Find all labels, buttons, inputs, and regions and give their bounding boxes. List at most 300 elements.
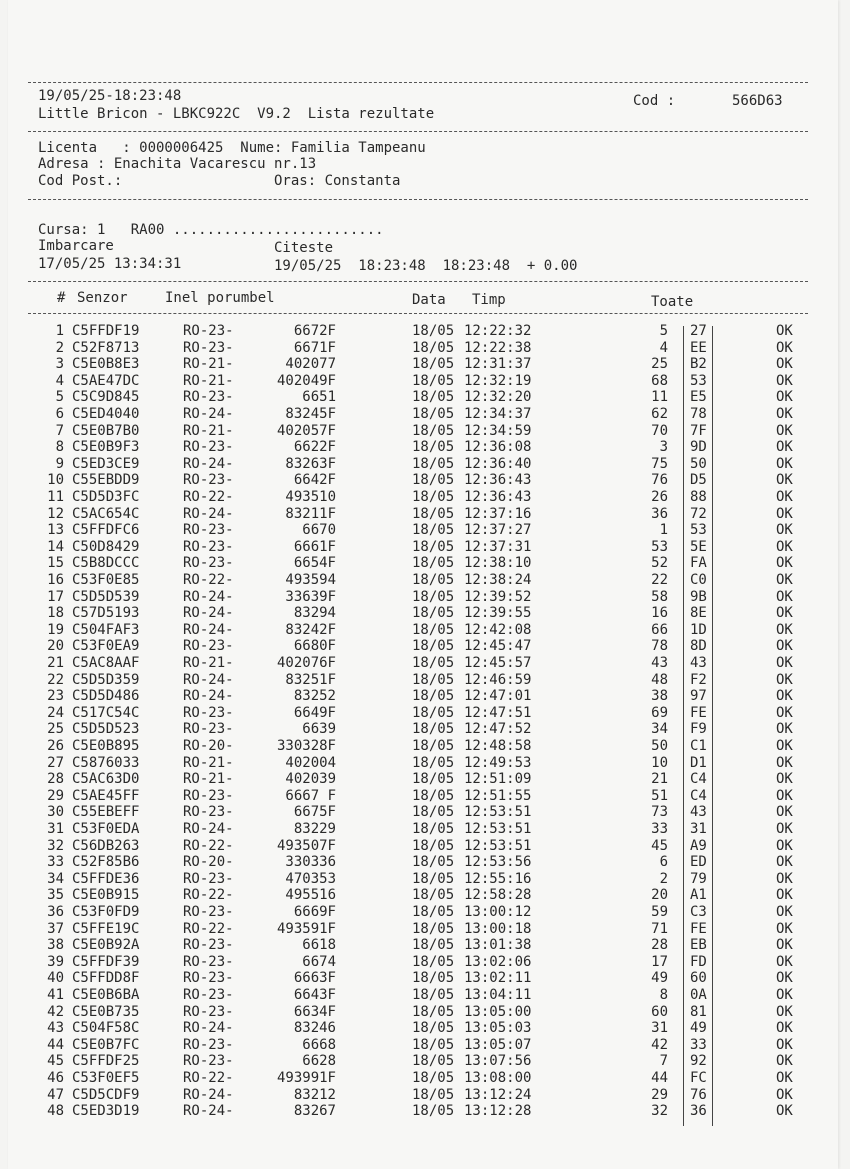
code: 49 [690, 1020, 707, 1037]
arrival-time: 13:12:28 [464, 1103, 532, 1120]
arrival-time: 12:42:08 [464, 621, 532, 638]
arrival-time: 12:53:56 [464, 854, 532, 871]
arrival-date: 18/05 [412, 323, 455, 339]
cod-value: 566D63 [732, 93, 783, 109]
row-number: 24 [47, 704, 64, 721]
code: F9 [690, 721, 707, 738]
sensor-id: C5ED3D19 [72, 1103, 140, 1120]
sensor-id: C5AC63D0 [72, 771, 140, 788]
table-row [0, 323, 850, 340]
ring-prefix: RO-24- [183, 605, 234, 622]
ring-prefix: RO-24- [183, 1020, 234, 1037]
row-number: 44 [47, 1036, 64, 1053]
code: A9 [690, 837, 707, 854]
row-number: 40 [47, 970, 64, 987]
ring-prefix: RO-21- [183, 422, 234, 439]
arrival-date: 18/05 [412, 588, 455, 605]
ring-number: 6670 [302, 522, 336, 539]
status: OK [776, 738, 793, 754]
position: 2 [659, 870, 668, 887]
position: 28 [651, 937, 668, 954]
arrival-time: 12:36:43 [464, 489, 532, 505]
code: FA [690, 555, 707, 572]
arrival-date: 18/05 [412, 472, 455, 489]
arrival-date: 18/05 [412, 1036, 455, 1053]
ring-number: 83246 [293, 1020, 336, 1037]
position: 6 [659, 854, 668, 871]
table-row [0, 356, 850, 373]
arrival-time: 12:53:51 [464, 821, 532, 837]
sensor-id: C5FFDF39 [72, 953, 140, 970]
ring-number: 6680F [293, 638, 336, 655]
ring-number: 330336 [285, 854, 336, 871]
row-number: 27 [47, 754, 64, 771]
position: 20 [651, 887, 668, 904]
row-number: 7 [55, 422, 64, 439]
row-number: 17 [47, 588, 64, 605]
arrival-date: 18/05 [412, 339, 455, 356]
sensor-id: C56DB263 [72, 837, 140, 854]
ring-prefix: RO-24- [183, 588, 234, 605]
status: OK [776, 505, 793, 522]
ring-number: 402004 [285, 754, 336, 771]
status: OK [776, 821, 793, 837]
divider [28, 281, 808, 282]
ring-prefix: RO-20- [183, 854, 234, 871]
ring-prefix: RO-23- [183, 870, 234, 887]
code: B2 [690, 356, 707, 373]
table-row [0, 804, 850, 821]
position: 31 [651, 1020, 668, 1037]
ring-number: 6651 [302, 389, 336, 406]
arrival-time: 13:02:06 [464, 953, 532, 970]
row-number: 46 [47, 1070, 64, 1086]
code: ED [690, 854, 707, 871]
code: 43 [690, 804, 707, 821]
arrival-time: 13:05:07 [464, 1036, 532, 1053]
arrival-time: 12:38:10 [464, 555, 532, 572]
arrival-date: 18/05 [412, 406, 455, 422]
table-row [0, 1087, 850, 1104]
ring-number: 6671F [293, 339, 336, 356]
arrival-date: 18/05 [412, 1070, 455, 1086]
status: OK [776, 455, 793, 472]
row-number: 1 [55, 323, 64, 339]
position: 1 [659, 522, 668, 539]
arrival-date: 18/05 [412, 655, 455, 671]
status: OK [776, 1103, 793, 1120]
table-row [0, 1053, 850, 1070]
ring-number: 493507F [276, 837, 336, 854]
sensor-id: C5D5D539 [72, 588, 140, 605]
position: 71 [651, 920, 668, 937]
divider [28, 199, 808, 200]
ring-number: 6672F [293, 323, 336, 339]
status: OK [776, 538, 793, 555]
arrival-date: 18/05 [412, 887, 455, 904]
status: OK [776, 339, 793, 356]
sensor-id: C55EBDD9 [72, 472, 140, 489]
arrival-time: 12:48:58 [464, 738, 532, 754]
position: 73 [651, 804, 668, 821]
code: C1 [690, 738, 707, 754]
arrival-time: 12:51:09 [464, 771, 532, 788]
status: OK [776, 1003, 793, 1020]
adresa-line: Adresa : Enachita Vacarescu nr.13 [38, 156, 317, 172]
sensor-id: C5D5CDF9 [72, 1086, 140, 1103]
status: OK [776, 787, 793, 804]
ring-prefix: RO-23- [183, 904, 234, 920]
ring-prefix: RO-23- [183, 970, 234, 987]
status: OK [776, 439, 793, 456]
code: 78 [690, 406, 707, 422]
arrival-time: 13:05:00 [464, 1003, 532, 1020]
status: OK [776, 904, 793, 920]
arrival-time: 12:53:51 [464, 804, 532, 821]
sensor-id: C53F0EF5 [72, 1070, 140, 1086]
position: 51 [651, 787, 668, 804]
cod-label: Cod : [633, 93, 676, 109]
status: OK [776, 1086, 793, 1103]
ring-prefix: RO-22- [183, 887, 234, 904]
ring-number: 83251F [285, 671, 336, 688]
status: OK [776, 323, 793, 339]
table-row [0, 1004, 850, 1021]
ring-prefix: RO-24- [183, 505, 234, 522]
ring-prefix: RO-21- [183, 356, 234, 373]
arrival-time: 12:58:28 [464, 887, 532, 904]
row-number: 20 [47, 638, 64, 655]
arrival-date: 18/05 [412, 422, 455, 439]
col-header-timp: Timp [472, 292, 506, 308]
arrival-date: 18/05 [412, 704, 455, 721]
position: 76 [651, 472, 668, 489]
row-number: 3 [55, 356, 64, 373]
position: 43 [651, 655, 668, 671]
status: OK [776, 987, 793, 1003]
position: 75 [651, 455, 668, 472]
table-row [0, 456, 850, 473]
arrival-date: 18/05 [412, 356, 455, 373]
sensor-id: C5B8DCCC [72, 555, 140, 572]
ring-number: 495516 [285, 887, 336, 904]
code: C0 [690, 572, 707, 588]
ring-number: 402076F [276, 655, 336, 671]
table-row [0, 539, 850, 556]
code: 53 [690, 372, 707, 389]
row-number: 32 [47, 837, 64, 854]
ring-prefix: RO-23- [183, 439, 234, 456]
arrival-time: 12:22:38 [464, 339, 532, 356]
ring-number: 83267 [293, 1103, 336, 1120]
ring-number: 83245F [285, 406, 336, 422]
code: 33 [690, 1036, 707, 1053]
status: OK [776, 638, 793, 655]
row-number: 6 [55, 406, 64, 422]
row-number: 19 [47, 621, 64, 638]
row-number: 25 [47, 721, 64, 738]
table-row [0, 738, 850, 755]
table-row [0, 439, 850, 456]
sensor-id: C53F0E85 [72, 572, 140, 588]
row-number: 18 [47, 605, 64, 622]
row-number: 48 [47, 1103, 64, 1120]
ring-number: 493591F [276, 920, 336, 937]
ring-prefix: RO-23- [183, 638, 234, 655]
sensor-id: C55EBEFF [72, 804, 140, 821]
sensor-id: C517C54C [72, 704, 140, 721]
position: 68 [651, 372, 668, 389]
code: C3 [690, 904, 707, 920]
arrival-date: 18/05 [412, 688, 455, 705]
row-number: 8 [55, 439, 64, 456]
arrival-date: 18/05 [412, 1103, 455, 1120]
arrival-time: 13:04:11 [464, 987, 532, 1003]
position: 62 [651, 406, 668, 422]
status: OK [776, 572, 793, 588]
row-number: 45 [47, 1053, 64, 1070]
sensor-id: C5ED4040 [72, 406, 140, 422]
table-row [0, 572, 850, 589]
arrival-date: 18/05 [412, 870, 455, 887]
status: OK [776, 1036, 793, 1053]
code: 88 [690, 489, 707, 505]
arrival-date: 18/05 [412, 455, 455, 472]
arrival-time: 12:37:16 [464, 505, 532, 522]
code: 27 [690, 323, 707, 339]
position: 29 [651, 1086, 668, 1103]
arrival-time: 12:22:32 [464, 323, 532, 339]
sensor-id: C5AE47DC [72, 372, 140, 389]
arrival-date: 18/05 [412, 439, 455, 456]
arrival-time: 12:49:53 [464, 754, 532, 771]
ring-number: 6628 [302, 1053, 336, 1070]
ring-prefix: RO-22- [183, 837, 234, 854]
ring-prefix: RO-23- [183, 704, 234, 721]
code: FE [690, 704, 707, 721]
code: 76 [690, 1086, 707, 1103]
ring-number: 6649F [293, 704, 336, 721]
ring-prefix: RO-23- [183, 721, 234, 738]
code: A1 [690, 887, 707, 904]
arrival-date: 18/05 [412, 522, 455, 539]
position: 7 [659, 1053, 668, 1070]
ring-prefix: RO-23- [183, 1003, 234, 1020]
ring-number: 83211F [285, 505, 336, 522]
position: 26 [651, 489, 668, 505]
arrival-time: 12:32:20 [464, 389, 532, 406]
ring-number: 83252 [293, 688, 336, 705]
code: 31 [690, 821, 707, 837]
table-row [0, 755, 850, 772]
ring-number: 6642F [293, 472, 336, 489]
arrival-time: 12:53:51 [464, 837, 532, 854]
status: OK [776, 1070, 793, 1086]
arrival-date: 18/05 [412, 621, 455, 638]
table-row [0, 589, 850, 606]
position: 58 [651, 588, 668, 605]
ring-prefix: RO-24- [183, 1103, 234, 1120]
row-number: 2 [55, 339, 64, 356]
sensor-id: C5ED3CE9 [72, 455, 140, 472]
status: OK [776, 671, 793, 688]
status: OK [776, 1053, 793, 1070]
ring-prefix: RO-23- [183, 804, 234, 821]
sensor-id: C5D5D3FC [72, 489, 140, 505]
code: 0A [690, 987, 707, 1003]
ring-prefix: RO-24- [183, 1086, 234, 1103]
ring-number: 493991F [276, 1070, 336, 1086]
row-number: 4 [55, 372, 64, 389]
arrival-date: 18/05 [412, 953, 455, 970]
ring-number: 6669F [293, 904, 336, 920]
ring-number: 33639F [285, 588, 336, 605]
sensor-id: C50D8429 [72, 538, 140, 555]
ring-number: 83242F [285, 621, 336, 638]
table-row [0, 389, 850, 406]
status: OK [776, 887, 793, 904]
arrival-time: 13:01:38 [464, 937, 532, 954]
ring-number: 83294 [293, 605, 336, 622]
sensor-id: C5E0B915 [72, 887, 140, 904]
ring-prefix: RO-21- [183, 754, 234, 771]
arrival-time: 12:47:51 [464, 704, 532, 721]
sensor-id: C5E0B7B0 [72, 422, 140, 439]
code: 9D [690, 439, 707, 456]
row-number: 28 [47, 771, 64, 788]
row-number: 38 [47, 937, 64, 954]
status: OK [776, 588, 793, 605]
table-row [0, 721, 850, 738]
ring-number: 6661F [293, 538, 336, 555]
arrival-time: 12:55:16 [464, 870, 532, 887]
status: OK [776, 489, 793, 505]
ring-number: 6667 F [285, 787, 336, 804]
ring-number: 493594 [285, 572, 336, 588]
position: 60 [651, 1003, 668, 1020]
arrival-time: 12:46:59 [464, 671, 532, 688]
row-number: 5 [55, 389, 64, 406]
position: 36 [651, 505, 668, 522]
arrival-date: 18/05 [412, 1053, 455, 1070]
status: OK [776, 837, 793, 854]
table-row [0, 1037, 850, 1054]
col-header-toate: Toate [651, 294, 694, 310]
position: 70 [651, 422, 668, 439]
arrival-time: 12:31:37 [464, 356, 532, 373]
table-row [0, 937, 850, 954]
sensor-id: C5D5D523 [72, 721, 140, 738]
row-number: 10 [47, 472, 64, 489]
sensor-id: C52F85B6 [72, 854, 140, 871]
position: 8 [659, 987, 668, 1003]
arrival-time: 13:05:03 [464, 1020, 532, 1037]
ring-number: 6675F [293, 804, 336, 821]
arrival-date: 18/05 [412, 638, 455, 655]
row-number: 43 [47, 1020, 64, 1037]
ring-prefix: RO-24- [183, 455, 234, 472]
position: 17 [651, 953, 668, 970]
status: OK [776, 771, 793, 788]
ring-number: 6674 [302, 953, 336, 970]
code: 7F [690, 422, 707, 439]
arrival-time: 12:45:47 [464, 638, 532, 655]
arrival-time: 13:07:56 [464, 1053, 532, 1070]
code: 92 [690, 1053, 707, 1070]
status: OK [776, 937, 793, 954]
position: 25 [651, 356, 668, 373]
arrival-date: 18/05 [412, 389, 455, 406]
code: EB [690, 937, 707, 954]
arrival-time: 12:36:08 [464, 439, 532, 456]
imbarcare-label: Imbarcare [38, 238, 114, 254]
ring-prefix: RO-20- [183, 738, 234, 754]
arrival-date: 18/05 [412, 738, 455, 754]
sensor-id: C5E0B735 [72, 1003, 140, 1020]
ring-prefix: RO-22- [183, 920, 234, 937]
sensor-id: C5D5D486 [72, 688, 140, 705]
position: 59 [651, 904, 668, 920]
position: 69 [651, 704, 668, 721]
position: 33 [651, 821, 668, 837]
ring-prefix: RO-24- [183, 821, 234, 837]
citeste-value: 19/05/25 18:23:48 18:23:48 + 0.00 [274, 258, 578, 274]
code: 81 [690, 1003, 707, 1020]
table-row [0, 1070, 850, 1087]
status: OK [776, 605, 793, 622]
arrival-time: 12:47:01 [464, 688, 532, 705]
arrival-date: 18/05 [412, 837, 455, 854]
arrival-time: 12:32:19 [464, 372, 532, 389]
table-row [0, 1020, 850, 1037]
table-row [0, 373, 850, 390]
sensor-id: C5E0B6BA [72, 987, 140, 1003]
table-row [0, 406, 850, 423]
arrival-time: 12:39:52 [464, 588, 532, 605]
row-number: 37 [47, 920, 64, 937]
ring-number: 6634F [293, 1003, 336, 1020]
sensor-id: C504FAF3 [72, 621, 140, 638]
sensor-id: C5D5D359 [72, 671, 140, 688]
row-number: 23 [47, 688, 64, 705]
status: OK [776, 804, 793, 821]
ring-prefix: RO-23- [183, 339, 234, 356]
code: 36 [690, 1103, 707, 1120]
ring-number: 402057F [276, 422, 336, 439]
sensor-id: C5AC654C [72, 505, 140, 522]
sensor-id: C5AC8AAF [72, 655, 140, 671]
ring-prefix: RO-23- [183, 987, 234, 1003]
table-row [0, 838, 850, 855]
ring-number: 6654F [293, 555, 336, 572]
code: EE [690, 339, 707, 356]
position: 32 [651, 1103, 668, 1120]
table-row [0, 871, 850, 888]
sensor-id: C5C9D845 [72, 389, 140, 406]
arrival-date: 18/05 [412, 771, 455, 788]
sensor-id: C53F0EA9 [72, 638, 140, 655]
status: OK [776, 854, 793, 871]
table-row [0, 638, 850, 655]
sensor-id: C5FFDE36 [72, 870, 140, 887]
row-number: 21 [47, 655, 64, 671]
table-row [0, 987, 850, 1004]
code: 60 [690, 970, 707, 987]
status: OK [776, 970, 793, 987]
position: 44 [651, 1070, 668, 1086]
arrival-date: 18/05 [412, 505, 455, 522]
divider [28, 313, 808, 314]
